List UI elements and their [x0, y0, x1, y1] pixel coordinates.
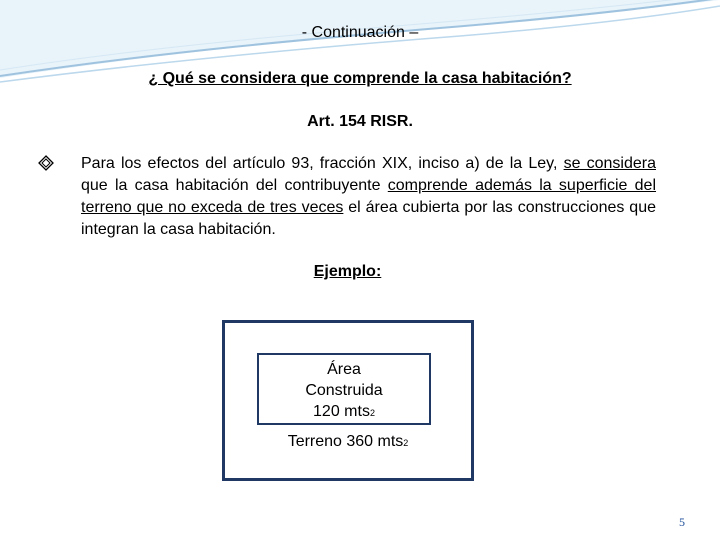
- page-number: 5: [679, 515, 685, 529]
- built-area-line-2: Construida: [305, 382, 383, 399]
- built-area-line-1: Área: [327, 361, 361, 378]
- built-area-exponent: 2: [369, 408, 375, 418]
- built-area-value: 120 mts: [313, 403, 370, 420]
- land-area-label: [222, 433, 474, 451]
- example-label: Ejemplo:: [313, 263, 382, 280]
- slide-title: - Continuación –: [301, 24, 419, 41]
- paragraph-part-3: el área cubierta por las construcciones que integran la casa habitación.: [81, 199, 657, 238]
- paragraph-underlined-1: se considera: [563, 155, 657, 172]
- built-area-box: [257, 353, 431, 425]
- built-area-line-3: [259, 401, 429, 424]
- land-area-exponent: 2: [403, 438, 409, 448]
- land-area-value: Terreno 360 mts: [287, 433, 404, 450]
- article-paragraph: [81, 153, 656, 241]
- article-reference: Art. 154 RISR.: [307, 113, 413, 130]
- paragraph-part-2: que la casa habitación del contribuyente: [81, 177, 388, 194]
- paragraph-underlined-2: comprende además la superficie del terreno que no exceda de tres veces: [81, 177, 657, 216]
- question-heading: ¿ Qué se considera que comprende la casa habitación?: [148, 70, 572, 87]
- paragraph-part-1: Para los efectos del artículo 93, fracción XIX, inciso a) de la Ley,: [81, 155, 564, 172]
- diamond-bullet-icon: [38, 155, 54, 171]
